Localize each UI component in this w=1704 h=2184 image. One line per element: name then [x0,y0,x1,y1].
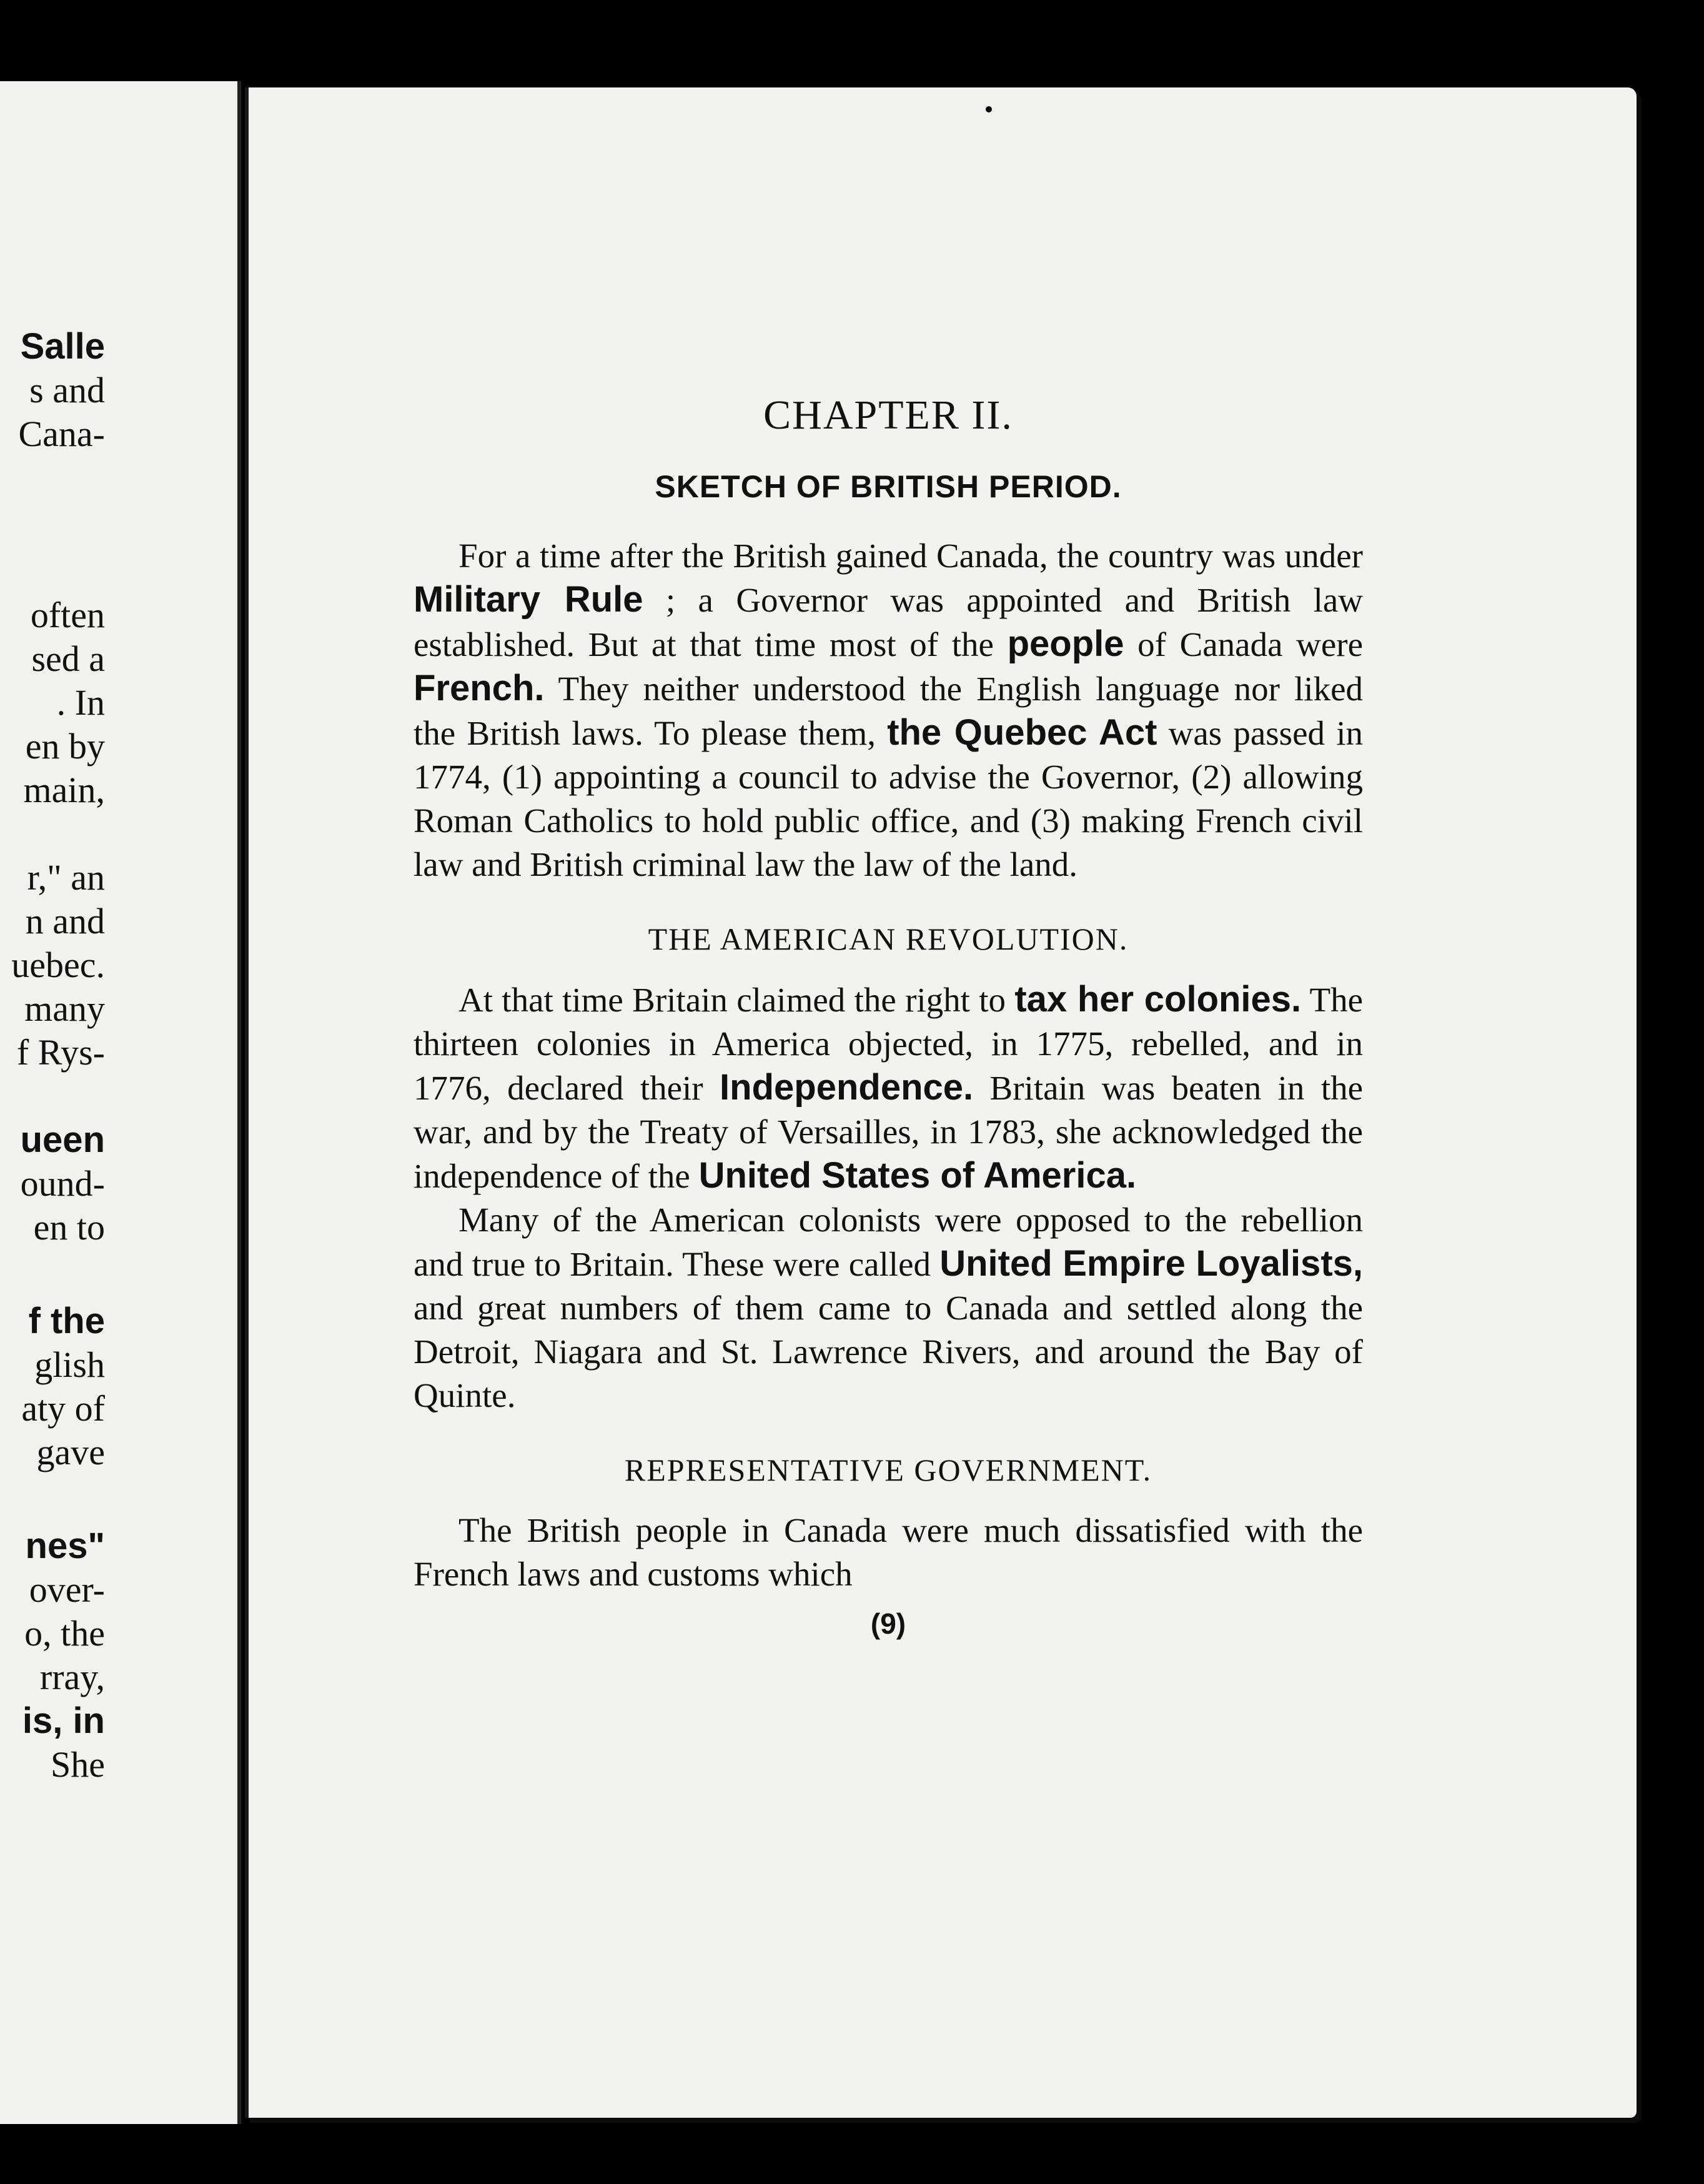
paragraph-military-rule [414,534,1363,886]
text-run: ; a Governor was appointed and British law established. But at that time most of the [414,581,1363,663]
left-page-line-fragment: She [51,1744,105,1785]
paragraph-representative-government [414,1509,1363,1596]
left-page-line-fragment: n and [25,901,105,941]
left-page-line-fragment: ueen [20,1119,105,1160]
chapter-title: CHAPTER II. [763,392,1013,438]
text-run: was passed in 1774, (1) appointing a council to advise the Governor, (2) allowing Roman Catholics to hold public office, and (3) making French civil law and British criminal law the law of the land. [414,714,1363,883]
page-number: (9) [870,1607,906,1640]
left-page-line-fragment: glish [34,1344,105,1385]
emphasized-term: French. [414,668,545,708]
left-page-line-fragment: often [30,595,105,635]
left-page-line-fragment: over- [29,1569,105,1610]
left-page-line-fragment: many [24,988,105,1029]
left-page-line-fragment: aty of [21,1388,105,1429]
text-run: They neither understood the English language nor liked the British laws. To please them, [414,670,1363,752]
emphasized-term: people [1007,623,1124,664]
left-page-line-fragment: rray, [39,1657,105,1697]
left-page-line-fragment: nes" [25,1526,105,1566]
emphasized-term: the Quebec Act [887,712,1157,753]
text-run: of Canada were [1124,625,1363,663]
emphasized-term: United States of America. [698,1155,1137,1196]
text-run: The British people in Canada were much dissatisfied with the French laws and customs which [414,1511,1363,1593]
left-page [0,81,241,2124]
emphasized-term: Independence. [720,1067,974,1108]
left-page-line-fragment: Cana- [18,414,105,454]
chapter-subtitle: SKETCH OF BRITISH PERIOD. [655,469,1122,504]
section-heading-representative-government: REPRESENTATIVE GOVERNMENT. [624,1452,1152,1487]
text-run: and great numbers of them came to Canada and settled along the Detroit, Niagara and St. Lawrence Rivers, and around the Bay of Quinte. [414,1289,1363,1414]
emphasized-term: tax her colonies. [1014,979,1302,1020]
left-page-line-fragment: en to [33,1207,105,1248]
text-run: The thirteen colonies in America objected, in 1775, rebelled, and in 1776, declared their [414,981,1363,1107]
left-page-line-fragment: is, in [22,1700,105,1741]
left-page-line-fragment: ound- [20,1163,105,1204]
text-run: At that time Britain claimed the right to [458,981,1015,1019]
right-page [245,87,1637,2118]
left-page-line-fragment: main, [23,770,105,810]
left-page-line-fragment: uebec. [11,945,105,985]
left-page-line-fragment: en by [25,726,105,767]
section-heading-american-revolution: THE AMERICAN REVOLUTION. [648,921,1129,956]
left-page-line-fragment: Salle [20,326,105,367]
emphasized-term: Military Rule [414,579,643,620]
text-run: Many of the American colonists were opposed to the rebellion and true to Britain. These were called [414,1201,1363,1283]
left-page-line-fragment: f Rys- [16,1032,105,1073]
paragraph-loyalists [414,1198,1363,1417]
text-run: Britain was beaten in the war, and by the Treaty of Versailles, in 1783, she acknowledged the independence of the [414,1069,1364,1195]
left-page-line-fragment: gave [36,1432,105,1472]
paragraph-american-revolution [414,978,1363,1198]
emphasized-term: United Empire Loyalists, [939,1243,1363,1284]
left-page-line-fragment: o, the [24,1613,105,1654]
left-page-line-fragment: sed a [31,638,105,679]
left-page-line-fragment: s and [29,370,105,410]
text-run: For a time after the British gained Canada, the country was under [458,537,1363,575]
left-page-line-fragment: r," an [27,857,105,898]
speck [986,106,992,112]
left-page-line-fragment: . In [56,682,105,723]
page-content [414,390,1363,1642]
left-page-line-fragment: f the [28,1301,105,1341]
